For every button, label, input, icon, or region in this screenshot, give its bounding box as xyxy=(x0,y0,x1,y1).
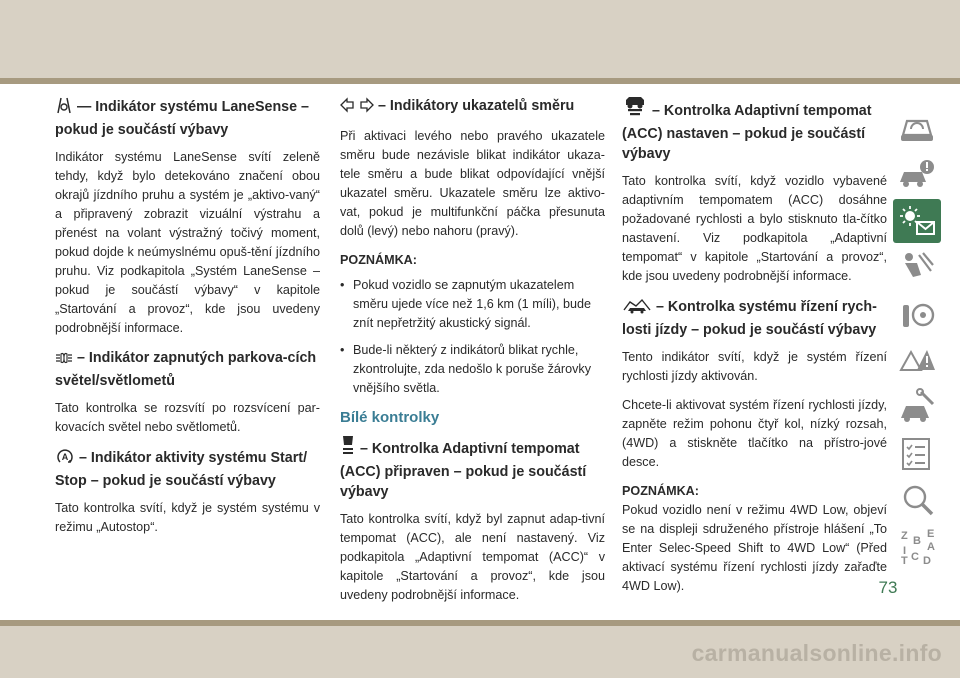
chapter-tab-index[interactable] xyxy=(893,525,941,569)
start-stop-text: Tato kontrolka svítí, když je systém systému v režimu „Autostop“. xyxy=(55,501,320,534)
svg-text:Z: Z xyxy=(901,529,908,542)
chapter-tab-service[interactable] xyxy=(893,385,941,429)
turn-signals-heading-text: – Indikátory ukazatelů směru xyxy=(378,98,575,114)
list-item: • Bude-li některý z indikátorů blikat rychle, zkontrolujte, zda nedošlo k poruše žárovky vnějšího světla. xyxy=(340,341,605,398)
index-letters-icon xyxy=(897,528,937,566)
svg-text:A: A xyxy=(61,452,69,462)
lanesense-text: Indikátor systému LaneSense svítí zeleně tehdy, když bylo detekováno značení obou okrajů jízdního pruhu a systém je „aktivo-vaný“ a připravený zobrazit vizuální výstrahu a přenést na volant výstražný točivý moment, pokud dojde k neúmyslnému opuš-tění jízdního pruhu. Viz podkapitola „Systém LaneSense – pokud je součástí výbavy“ v kapitole „Startování a provoz“, kde jsou uvedeny podrobnější informace. xyxy=(55,150,320,335)
speed-control-icon xyxy=(622,296,652,320)
wrench-car-icon xyxy=(897,388,937,426)
turn-signals-heading xyxy=(340,96,605,119)
watermark: carmanualsonline.info xyxy=(691,640,942,666)
parking-lights-heading-text: – Indikátor zapnutých parkova-cích světel/světlometů xyxy=(55,350,317,389)
svg-text:D: D xyxy=(923,554,931,566)
tools-icon xyxy=(897,295,937,333)
magnifier-icon xyxy=(897,481,937,519)
note-bullets xyxy=(340,276,605,398)
note-text: Pokud vozidlo není v režimu 4WD Low, objeví se na displeji sdruženého přístroje hlášení „To Enter Selec-Speed Shift to 4WD Low“ (Před aktivací systému řízení rychlosti jízdy zařaďte 4WD Low). xyxy=(622,503,887,593)
speed-control-heading xyxy=(622,296,887,340)
note-label: POZNÁMKA: xyxy=(340,253,417,267)
chapter-tab-dashboard-lights[interactable] xyxy=(893,199,941,243)
checklist-icon xyxy=(897,435,937,473)
chapter-tab-safety[interactable] xyxy=(893,153,941,197)
speed-control-heading-text: – Kontrolka systému řízení rych-losti jízdy – pokud je součástí výbavy xyxy=(622,299,877,338)
note-label: POZNÁMKA: xyxy=(622,484,699,498)
acc-ready-heading xyxy=(340,434,605,502)
chapter-tab-emergency[interactable] xyxy=(893,292,941,336)
turn-signals-text: Při aktivaci levého nebo pravého ukazatele směru bude nezávisle blikat indikátor ukaza-tele směru a bude blikat odpovídající vnější ukazatel směru. Ukazatele směru lze aktivo-vat, pokud je multifunkční páčka přesunuta dolů (levý) nebo nahoru (pravý). xyxy=(340,129,605,238)
acc-set-text: Tato kontrolka svítí, když vozidlo vybavené adaptivním tempomatem (ACC) dosáhne požadované rychlosti a bylo stisknuto tla-čítko nastavení. Viz podkapitola „Adaptivní tempomat“ v kapitole „Startování a provoz“, kde jsou uvedeny podrobnější informace. xyxy=(622,174,887,283)
svg-text:A: A xyxy=(927,540,935,553)
column-2 xyxy=(340,96,605,615)
lanesense-heading-text: — Indikátor systému LaneSense – pokud je součástí výbavy xyxy=(55,99,310,138)
acc-set-heading-text: – Kontrolka Adaptivní tempomat (ACC) nastaven – pokud je součástí výbavy xyxy=(622,103,872,162)
start-stop-heading xyxy=(55,447,320,491)
chapter-tabs xyxy=(893,106,941,571)
chapter-tab-multimedia[interactable] xyxy=(893,478,941,522)
airbag-person-icon xyxy=(897,249,937,287)
svg-text:T: T xyxy=(901,554,908,566)
chapter-tab-warnings[interactable] xyxy=(893,339,941,383)
chapter-tab-interior[interactable] xyxy=(893,106,941,150)
acc-ready-text: Tato kontrolka svítí, když byl zapnut adap-tivní tempomat (ACC), ale není nastavený. Viz podkapitola „Adaptivní tempomat (ACC)“ v kapitole „Startování a provoz“, kde jsou uvedeny podrobnější informace. xyxy=(340,512,605,602)
lanesense-icon xyxy=(55,96,73,120)
column-1 xyxy=(55,96,320,547)
speed-control-text-1: Tento indikátor svítí, když je systém řízení rychlosti jízdy aktivován. xyxy=(622,350,887,383)
acc-ready-heading-text: – Kontrolka Adaptivní tempomat (ACC) připraven – pokud je součástí výbavy xyxy=(340,441,587,500)
car-warning-icon xyxy=(897,156,937,194)
dashboard-lights-icon xyxy=(897,202,937,240)
acc-ready-icon xyxy=(340,434,356,462)
parking-lights-text: Tato kontrolka se rozsvítí po rozsvícení par-kovacích světel nebo světlometů. xyxy=(55,401,320,434)
turn-signal-arrows-icon xyxy=(340,97,374,119)
svg-text:I: I xyxy=(903,544,907,557)
white-lights-section-title: Bílé kontrolky xyxy=(340,409,440,426)
top-rule xyxy=(0,78,960,84)
acc-set-heading xyxy=(622,96,887,164)
chapter-tab-specs[interactable] xyxy=(893,432,941,476)
car-interior-icon xyxy=(897,109,937,147)
parking-lights-icon xyxy=(55,351,73,371)
svg-text:B: B xyxy=(913,534,921,547)
start-stop-heading-text: – Indikátor aktivity systému Start/ Stop – pokud je součástí výbavy xyxy=(55,450,308,489)
top-band xyxy=(0,0,960,78)
page-number: 73 xyxy=(878,578,898,597)
svg-text:C: C xyxy=(911,550,919,563)
lanesense-heading xyxy=(55,96,320,140)
start-stop-icon xyxy=(55,447,75,471)
speed-control-text-2: Chcete-li aktivovat systém řízení rychlosti jízdy, zapněte režim pohonu čtyř kol, nízký rozsah, (4WD) a stiskněte tlačítko na přístro-jové desce. xyxy=(622,398,887,469)
chapter-tab-starting[interactable] xyxy=(893,246,941,290)
acc-set-car-icon xyxy=(622,96,648,124)
list-item: • Pokud vozidlo se zapnutým ukazatelem směru ujede více než 1,6 km (1 míli), bude znít nepřetržitý akustický signál. xyxy=(340,276,605,333)
parking-lights-heading xyxy=(55,348,320,391)
column-3 xyxy=(622,96,887,606)
svg-text:E: E xyxy=(927,527,935,540)
steering-warning-icon xyxy=(897,342,937,380)
